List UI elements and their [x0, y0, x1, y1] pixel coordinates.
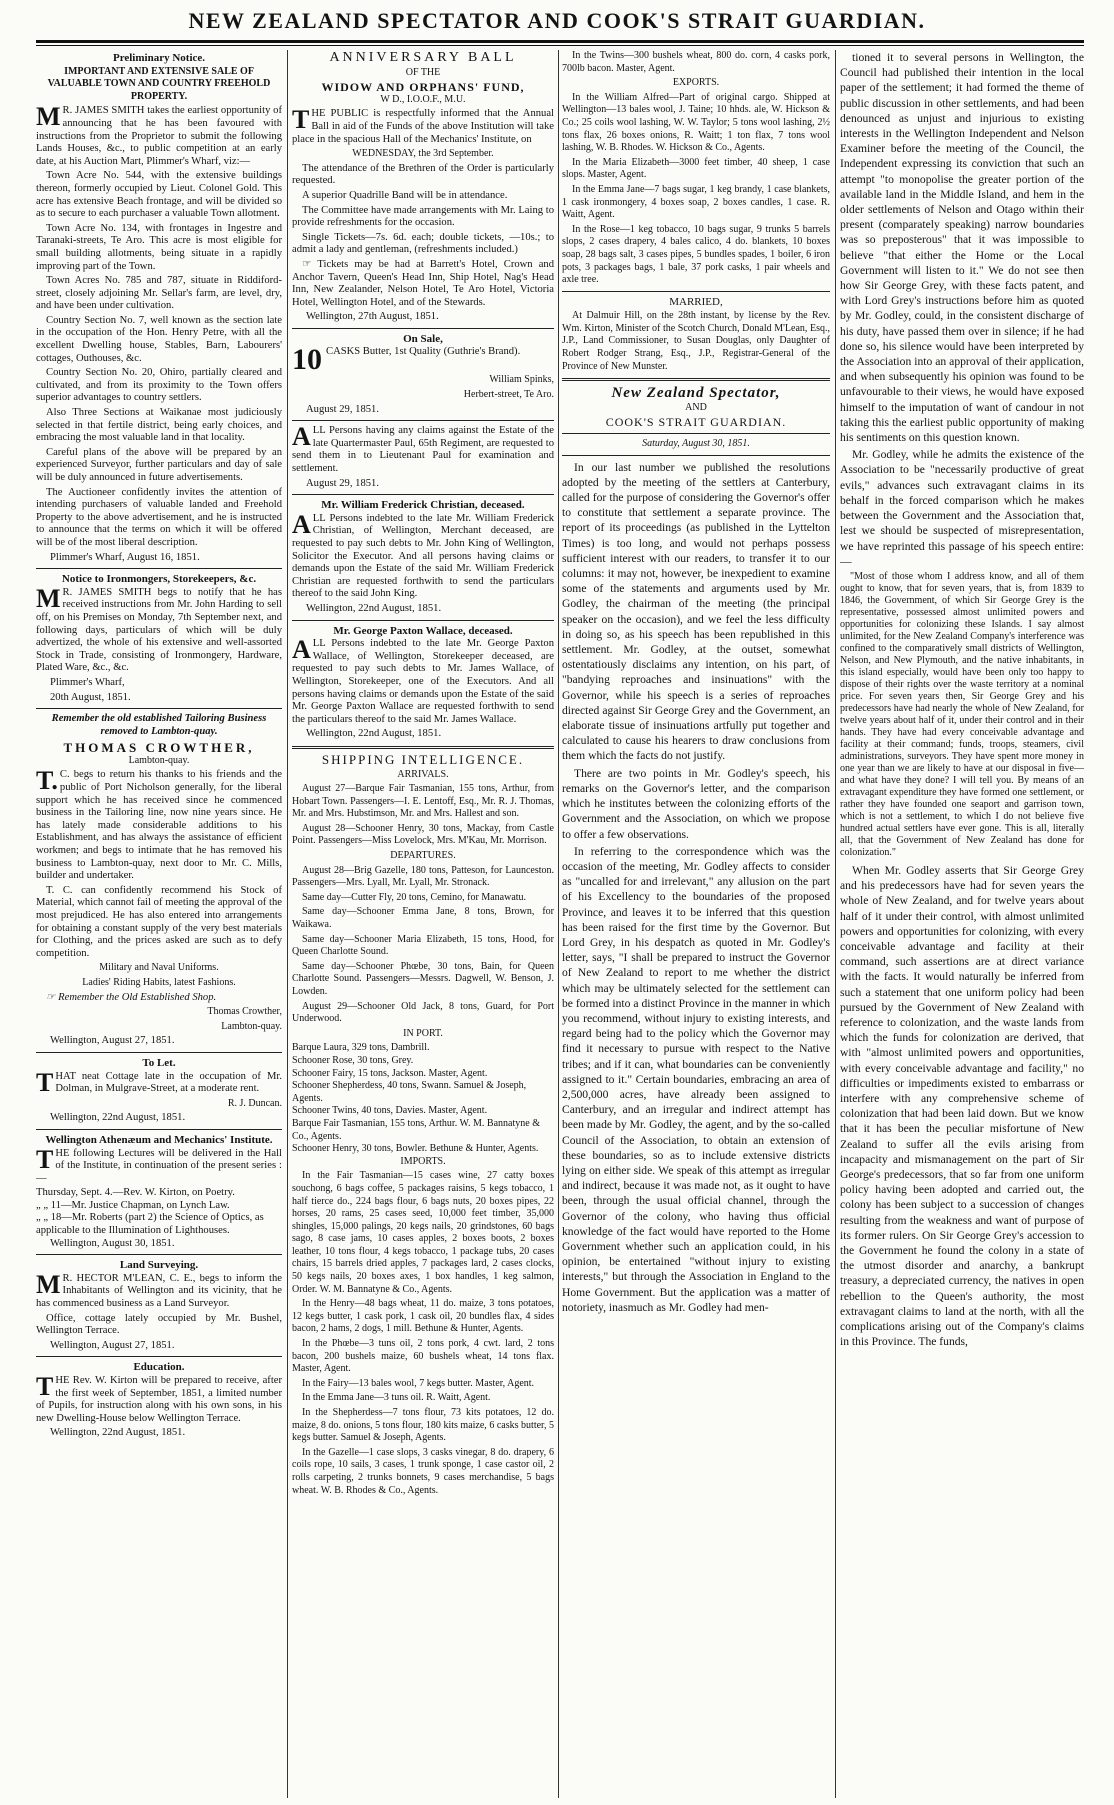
column-divider: [287, 50, 288, 1798]
athenaeum-date: Wellington, August 30, 1851.: [50, 1237, 175, 1249]
departure-item: Same day—Schooner Emma Jane, 8 tons, Brown, for Waikawa.: [292, 906, 554, 931]
lecture-item: „ „ 18—Mr. Roberts (part 2) the Science of Optics, as applicable to the Illumination of Lighthouses.: [36, 1212, 264, 1237]
crowther-paragraph: T. C. can confidently recommend his Stock of Material, which cannot fail of meeting the approval of the most prejudiced. He has also entered into arrangements for obtaining a constant supply of the very best materials for Clothing, and the prices asked are such as to defy competition.: [36, 884, 282, 959]
arrivals-list: [292, 783, 554, 848]
ball-advert: [292, 52, 554, 324]
ball-paragraph: THE PUBLIC is respectfully informed that the Annual Ball in aid of the Funds of the above Institution will take place in the spacious Hall of the Mechanics' Institute, on: [292, 105, 554, 145]
ball-paragraph: A superior Quadrille Band will be in attendance.: [302, 189, 508, 201]
surveying-paragraph: Office, cottage lately occupied by Mr. Bushel, Wellington Terrace.: [36, 1312, 282, 1337]
import-item: In the Fair Tasmanian—15 cases wine, 27 catty boxes souchong, 6 bags coffee, 5 packages raisins, 5 kegs tobacco, 1 half tierce do., 224 bags flour, 6 bags nuts, 20 boxes pipes, 22 horses, 20 rams, 25 cases seed, 10,000 feet timber, 35,000 shingles, 15,000 palings, 20 kegs nails, 20 grindstones, 60 bags sago, 8 case jams, 10 cases apples, 2 boxes boots, 2 boxes leather, 10 tons flour, 4 kegs tobacco, 1 package tubs, 20 cases chairs, 15 barrels dried apples, 7 packages lard, 2 cases clocks, 50 kegs nails, 20 boxes axes, 1 box handles, 1 keg salmon, Order. W. M. Bannatyne & Co., Agents.: [292, 1170, 554, 1295]
masthead: NEW ZEALAND SPECTATOR AND COOK'S STRAIT GUARDIAN.: [188, 8, 926, 33]
ball-paragraph: The Committee have made arrangements with Mr. Laing to provide refreshments for the occasion.: [292, 204, 554, 229]
divider: [562, 291, 830, 292]
import-item: In the Fairy—13 bales wool, 7 kegs butter. Master, Agent.: [302, 1377, 535, 1389]
ball-of: OF THE: [405, 66, 441, 78]
preliminary-notice: [36, 52, 282, 564]
in-port-item: Schooner Shepherdess, 40 tons, Swann. Samuel & Joseph, Agents.: [292, 1080, 527, 1104]
education-date: Wellington, 22nd August, 1851.: [50, 1427, 186, 1439]
editorial-guardian: COOK'S STRAIT GUARDIAN.: [605, 415, 787, 430]
divider: [36, 1254, 282, 1255]
arrivals-heading: ARRIVALS.: [397, 768, 449, 780]
column-1: [36, 50, 282, 1798]
masthead-rule-thin: [36, 45, 1084, 46]
ironmongers-date: 20th August, 1851.: [50, 691, 131, 703]
departures-list: [292, 865, 554, 1026]
arrival-item: August 28—Schooner Henry, 30 tons, Mackay, from Castle Point. Passengers—Miss Lovelock, Mrs. M'Kau, Mr. Morrison.: [292, 822, 554, 847]
notice-title: IMPORTANT AND EXTENSIVE SALE OF VALUABLE TOWN AND COUNTRY FREEHOLD PROPERTY.: [47, 65, 271, 102]
divider: [36, 1129, 282, 1130]
christian-heading: Mr. William Frederick Christian, deceased.: [321, 499, 525, 512]
editorial-and: AND: [685, 401, 707, 413]
ironmongers-notice: [36, 573, 282, 704]
divider: [36, 1356, 282, 1357]
in-port-list: [292, 1042, 554, 1155]
divider: [292, 494, 554, 495]
to-let-advert: [36, 1057, 282, 1125]
editorial-continued: [840, 50, 1084, 569]
quartermaster-paragraph: ALL Persons having any claims against the Estate of the late Quartermaster Paul, 65th Regiment, are requested to send them in to Lieutenant Paul for examination and settlement.: [292, 422, 554, 475]
imports-list: [292, 1170, 554, 1497]
import-item: In the Phœbe—3 tuns oil, 2 tons pork, 4 cwt. lard, 2 tons bacon, 200 bushels maize, 60 bushels wheat, 14 tons flax. Master, Agent.: [292, 1338, 554, 1375]
export-item: In the Rose—1 keg tobacco, 10 bags sugar, 9 trunks 5 barrels slops, 2 cases drapery, 4 bales calico, 4 do. blankets, 10 boxes soap, 28 bags salt, 3 cases pipes, 5 bundles spades, 1 boiler, 6 iron pots, 3 packages bags, 1 bale, 37 pork casks, 1 pair wheels and axle tree.: [562, 223, 830, 286]
ironmongers-signature: Plimmer's Wharf,: [50, 676, 125, 688]
import-item: In the Shepherdess—7 tons flour, 73 kits potatoes, 12 do. maize, 8 do. onions, 5 tons flour, 180 kits maize, 6 casks butter, 5 kegs butter. Samuel & Joseph, Agents.: [292, 1407, 554, 1444]
editorial-paragraph: There are two points in Mr. Godley's speech, his remarks on the Governor's letter, and the comparison which he institutes between the colonizing efforts of the Government and the Association, on which we propose to offer a few observations.: [562, 766, 830, 841]
divider: [36, 708, 282, 709]
divider: [562, 378, 830, 381]
masthead-rule: [36, 40, 1084, 43]
in-port-heading: IN PORT.: [403, 1027, 443, 1039]
divider: [36, 568, 282, 569]
divider: [292, 746, 554, 749]
crowther-place: Lambton-quay.: [128, 754, 190, 766]
on-sale-date: August 29, 1851.: [306, 403, 379, 415]
departure-item: Same day—Schooner Maria Elizabeth, 15 tons, Hood, for Queen Charlotte Sound.: [292, 933, 554, 958]
pointing-hand-icon: ☞: [46, 991, 59, 1003]
shipping-intelligence: [292, 751, 554, 1497]
ironmongers-heading: Notice to Ironmongers, Storekeepers, &c.: [61, 573, 257, 586]
lecture-item: „ „ 11—Mr. Justice Chapman, on Lynch Law.: [36, 1199, 230, 1211]
wallace-date: Wellington, 22nd August, 1851.: [306, 728, 442, 740]
christian-notice: [292, 499, 554, 615]
divider: [36, 1052, 282, 1053]
education-heading: Education.: [133, 1361, 185, 1374]
crowther-tagline: Remember the old established Tailoring Business removed to Lambton-quay.: [51, 713, 267, 737]
crowther-date: Wellington, August 27, 1851.: [50, 1035, 175, 1047]
notice-signature: Plimmer's Wharf, August 16, 1851.: [50, 551, 200, 563]
departure-item: Same day—Cutter Fly, 20 tons, Cemino, for Manawatu.: [302, 891, 527, 903]
editorial-paragraph: When Mr. Godley asserts that Sir George Grey and his predecessors have had for seven years the whole of New Zealand, and for twelve years about half of it under their control, with almost unlimited powers and opportunities for colonizing, with every conceivable advantage and facility at their command, such assertions are at direct variance with the facts. It would naturally be inferred from such a statement that one uniform policy had been pursued by the Government of New Zealand with reference to colonization, and the waste lands from which the funds for colonization are derived, that with "almost unlimited powers and opportunities, with every conceivable advantage and facility," no difficulties or impediments existed to embarrass or interfere with any comprehensive scheme of colonization that had been laid down. But we know that it has been the peculiar misfortune of New Zealand to suffer all the evils arising from incapacity and mismanagement on the part of Sir George's predecessors, that so far from one uniform policy having been adopted and carried out, the colony has been subject to a succession of changes resulting from the weakness and want of purpose of its former rulers. On Sir George Grey's accession to the Government he found the colony in a state of the utmost disorder and anarchy, a bankrupt treasury, a depreciated currency, the natives in open rebellion to the Queen's authority, the most extravagant claims to land at the north, with all the complications arising out of the Company's claims in this Province. The funds,: [840, 863, 1084, 1349]
import-item: In the Henry—48 bags wheat, 11 do. maize, 3 tons potatoes, 12 kegs butter, 1 cask pork, 1 cask oil, 20 bundles flax, 4 sides bacon, 2 hams, 2 dogs, 1 mill. Bethune & Hunter, Agents.: [292, 1298, 554, 1335]
on-sale-quantity: 10: [292, 343, 322, 377]
import-item: In the Gazelle—1 case slops, 3 casks vinegar, 8 do. drapery, 6 coils rope, 10 sails, 3 cases, 1 trunk sponge, 1 case castor oil, 2 rolls carpeting, 2 trunks bonnets, 9 cases merchandise, 5 bags wheat. W. B. Rhodes & Co., Agents.: [292, 1446, 554, 1496]
notice-paragraph: The Auctioneer confidently invites the attention of intending purchasers of valuable landed and Freehold Property to the above advertisement, and he is instructed to announce that the terms on which it will be offered will be of the most liberal description.: [36, 486, 282, 548]
to-let-paragraph: THAT neat Cottage late in the occupation of Mr. Dolman, in Mulgrave-Street, at a moderate rent.: [36, 1067, 282, 1097]
divider: [292, 620, 554, 621]
notice-heading: Preliminary Notice.: [112, 52, 206, 64]
crowther-habits: Ladies' Riding Habits, latest Fashions.: [82, 976, 236, 988]
on-sale-address: Herbert-street, Te Aro.: [463, 389, 554, 401]
column-2: [292, 50, 554, 1798]
quartermaster-notice: [292, 422, 554, 490]
column-4: [840, 50, 1084, 1798]
divider: [292, 328, 554, 329]
export-item: In the William Alfred—Part of original cargo. Shipped at Wellington—13 bales wool, J. Taine; 10 hhds. ale, W. Hickson & Co.; 25 coils wool lashing, W. W. Taylor; 5 tons wool lashing, 2½ tons flax, 26 boxes onions, R. Waitt; 1 ton flax, 7 tons wool lashing, W. B. Rhodes. W. Hickson & Co., Agents.: [562, 91, 830, 154]
ball-paragraph: Single Tickets—7s. 6d. each; double tickets, —10s.; to admit a lady and gentleman, (refreshments included.): [292, 231, 554, 256]
wallace-heading: Mr. George Paxton Wallace, deceased.: [333, 624, 513, 637]
in-port-item: Schooner Rose, 30 tons, Grey.: [292, 1054, 414, 1066]
on-sale-paragraph: 10 CASKS Butter, 1st Quality (Guthrie's Brand).: [292, 343, 521, 377]
surveying-advert: [36, 1259, 282, 1352]
notice-paragraph: Also Three Sections at Waikanae most judiciously selected in that fertile district, being early choices, and embracing the most valuable land in that locality.: [36, 407, 282, 444]
notice-paragraph: Country Section No. 20, Ohiro, partially cleared and cultivated, and from its proximity to the Town offers superior advantages to country settlers.: [36, 367, 282, 404]
crowther-signature: Thomas Crowther,: [207, 1006, 282, 1018]
wallace-notice: [292, 625, 554, 741]
divider: [562, 433, 830, 434]
departure-item: August 29—Schooner Old Jack, 8 tons, Guard, for Port Underwood.: [292, 1000, 554, 1025]
in-port-item: Schooner Fairy, 15 tons, Jackson. Master, Agent.: [292, 1067, 488, 1079]
athenaeum-notice: [36, 1134, 282, 1250]
divider: [292, 420, 554, 421]
surveying-date: Wellington, August 27, 1851.: [50, 1339, 175, 1351]
surveying-paragraph: MR. HECTOR M'LEAN, C. E., begs to inform the Inhabitants of Wellington and its vicinity, that he has commenced business as a Land Surveyor.: [36, 1269, 282, 1310]
crowther-advert: [36, 713, 282, 1048]
editorial-paragraph: Mr. Godley, while he admits the existence of the Association to be "necessarily productive of great evils," advances such extravagant claims in its behalf in the forced comparison which he makes between the Government and the Association that, lest we should be suspected of misrepresentation, we have reprinted this passage of his speech entire:—: [840, 448, 1084, 568]
ball-fund: WIDOW AND ORPHANS' FUND,: [321, 80, 525, 95]
on-sale-advert: [292, 333, 554, 416]
christian-paragraph: ALL Persons indebted to the late Mr. William Frederick Christian, of Wellington, Merchant deceased, are requested to pay such debts to Mr. John King of Wellington, Solicitor the Executor. And all persons having claims or demands upon the Estate of the said Mr. William Frederick Christian are requested forthwith to send the particulars thereof to the said John King.: [292, 509, 554, 600]
column-divider: [835, 50, 836, 1798]
notice-paragraph: Town Acre No. 134, with frontages in Ingestre and Taranaki-streets, Te Aro. This acre is most eligible for small building allotments, being situate in a rapidly improving part of the Town.: [36, 222, 282, 272]
lecture-item: Thursday, Sept. 4.—Rev. W. Kirton, on Poetry.: [36, 1187, 235, 1199]
departures-heading: DEPARTURES.: [390, 850, 456, 862]
notice-paragraph: Town Acre No. 544, with the extensive buildings thereon, formerly occupied by Lieut. Colonel Gold. This acre has extensive Beach frontage, and will be divided so as to secure to each purchaser a valuable Town allotment.: [36, 170, 282, 220]
editorial-quote: "Most of those whom I address know, and all of them ought to know, that for seven years, that is, from 1839 to 1846, the Government, of which Sir George Grey is the representative, possessed almost unlimited powers and opportunities for colonizing these Islands. I say almost unlimited, for the New Zealand Company's interference was confined to the comparatively small districts of Wellington, Nelson, and New Plymouth, and the native inhabitants, in this island especially, would have been only too happy to dispose of their rights over the waste territory at a nominal price. For seven years then, Sir George Grey and his predecessors have had nearly the whole of New Zealand, for twelve years about half of it, under their control and in their hands. They have had every conceivable advantage and facility at their command; funds, troops, steamers, civil administrations, surveyors. They have spent more money in one year than we are likely to have at our disposal in five—and what have they done? I will tell you. By means of an extravagant expenditure they have formed one settlement, or rather they have founded one seaport and garrison town, which is not a settlement, to which I do not believe five hundred actual settlers have ever gone. This is all, literally all, that the Government of New Zealand has done for colonization.": [840, 570, 1084, 858]
crowther-signature-place: Lambton-quay.: [221, 1020, 282, 1032]
editorial-paragraph: In referring to the correspondence which was the occasion of the meeting, Mr. Godley affects to consider as "uncalled for and irrelevant," any allusion on the part of his Excellency to the boundaries of the proposed Province, and leaves it to be inferred that this question has been raised for the first time by the Governor. But Lord Grey, in his despatch as quoted in Mr. Godley's letter, says, "I shall be prepared to instruct the Governor of New Zealand to report to me whether the district which may be ultimately selected for the settlement can be formed into a distinct Province in the manner in which you recommend, without injury to existing interests, and regard being had to the policy which the Governor may find it necessary to pursue with respect to the Native tribes; and if it can, what boundaries can be conveniently assigned to it." Certain boundaries, embracing an area of 2,500,000 acres, have already been assigned to Canterbury, and an irregular and indirect attempt has been made by Mr. Godley, the agent, and by the so-called Council of the Association, to obtain an extension of these boundaries, so as to include extensive districts lying on either side. We speak of this attempt as irregular and indirect, because it was made not, as it ought to have been, through the usual official channel, through the Governor of the colony, who having thus official knowledge of the fact would have reported to the Home Government whether such an application could, in his opinion, be entertained "without injury to existing interests," but through the Association in England to the Home Government. But the application was a matter of notoriety, inasmuch as Mr. Godley had men-: [562, 844, 830, 1314]
imports-heading: IMPORTS.: [400, 1155, 446, 1167]
married-paragraph: At Dalmuir Hill, on the 28th instant, by license by the Rev. Wm. Kirton, Minister of the Scotch Church, Donald M'Lean, Esq., J.P., Land Commissioner, to Susan Douglas, only Daughter of Robert Rodger Strang, Esq., J.P., Registrar-General of the Province of New Munster.: [562, 310, 830, 372]
shipping-continued: [562, 50, 830, 287]
married-notice: [562, 296, 830, 374]
editorial-continued: [840, 863, 1084, 1350]
crowther-paragraph: T.C. begs to return his thanks to his friends and the public of Port Nicholson generally, for the liberal support which he has received since he commenced business in the Tailoring line, now nine years since. He has lately made considerable additions to his Establishment, and has always the assistance of efficient workmen; and begs to intimate that he has removed his business to Lambton-quay, next door to Mr. C. Mills, builder and undertaker.: [36, 766, 282, 882]
import-item: In the Twins—300 bushels wheat, 800 do. corn, 4 casks pork, 700lb bacon. Master, Agent.: [562, 50, 830, 74]
to-let-date: Wellington, 22nd August, 1851.: [50, 1112, 186, 1124]
pointing-hand-icon: ☞: [302, 258, 318, 270]
to-let-heading: To Let.: [142, 1056, 176, 1069]
in-port-item: Schooner Twins, 40 tons, Davies. Master, Agent.: [292, 1105, 488, 1117]
ball-banner: ANNIVERSARY BALL: [329, 50, 517, 65]
editorial-dateline: Saturday, August 30, 1851.: [642, 438, 750, 450]
quartermaster-date: August 29, 1851.: [306, 477, 379, 489]
column-divider: [558, 50, 559, 1798]
editorial-paragraph: In our last number we published the resolutions adopted by the meeting of the settlers at Canterbury, called for the purpose of considering the Governor's offer to constitute that settlement a separate province. The report of its proceedings (as published in the Lyttelton Times) is too long, and would not perhaps possess sufficient interest with our readers, to transfer it to our columns: it may not, however, be inexpedient to examine some of the statements and arguments used by Mr. Godley, the chairman of the meeting (the principal speaker on the occasion), and we feel the less difficulty in doing so, as his speech has been republished in this settlement. Mr. Godley, at the outset, somewhat ostentatiously disclaims any intention, on his part, of "bandying reproaches and insinuations" with the Governor, while his speech is a series of reproaches directed against Sir George Grey and the Government, an elaborate tissue of insinuations artfully put together and calculated to cause his hearers to draw conclusions from them which the facts do not justify.: [562, 460, 830, 763]
arrival-item: August 27—Barque Fair Tasmanian, 155 tons, Arthur, from Hobart Town. Passengers—I. E. Lentoff, Esq., Mr. R. J. Thomas, Mr. and Mrs. Hubstimson, Mr. and Mrs. Hallest and son.: [292, 783, 554, 820]
editorial-paper-title: New Zealand Spectator,: [611, 385, 781, 402]
in-port-item: Barque Fair Tasmanian, 155 tons, Arthur. W. M. Bannatyne & Co., Agents.: [292, 1117, 540, 1142]
divider: [562, 455, 830, 456]
notice-paragraph: Careful plans of the above will be prepared by an experienced Surveyor, further particulars and day of sale will be duly announced in future advertisements.: [36, 446, 282, 483]
surveying-heading: Land Surveying.: [119, 1259, 199, 1272]
exports-heading: EXPORTS.: [672, 77, 720, 89]
notice-paragraph: Town Acres No. 785 and 787, situate in Riddiford-street, closely adjoining Mr. Sellar's farm, are level, dry, and have been under cultivation.: [36, 275, 282, 312]
education-advert: [36, 1361, 282, 1440]
crowther-remember: ☞ Remember the Old Established Shop.: [46, 991, 217, 1003]
ball-day: WEDNESDAY, the 3rd September.: [352, 148, 494, 160]
departure-item: August 28—Brig Gazelle, 180 tons, Patteson, for Launceston. Passengers—Mrs. Lyall, Mr. Lyall, Mr. Stronack.: [292, 864, 554, 889]
notice-paragraph: MR. JAMES SMITH takes the earliest opportunity of announcing that he has been favoured with instructions from the Proprietor to submit the following Lands Houses, &c., to public competition at an early date, at his Auction Mart, Plimmer's Wharf, viz:—: [36, 102, 282, 167]
editorial-body: [562, 460, 830, 1315]
ball-order: W D., I.O.O.F., M.U.: [380, 93, 466, 105]
in-port-item: Schooner Henry, 30 tons, Bowler. Bethune & Hunter, Agents.: [292, 1143, 539, 1155]
notice-paragraph: Country Section No. 7, well known as the section late in the occupation of the Hon. Henry Petre, with all the excellent Dwelling house, Stables, Barn, Labourers' cottages, Outhouses, &c.: [36, 314, 282, 364]
import-item: In the Emma Jane—3 tuns oil. R. Waitt, Agent.: [302, 1392, 491, 1404]
exports-list: [562, 92, 830, 287]
crowther-name: THOMAS CROWTHER,: [63, 740, 255, 756]
athenaeum-heading: Wellington Athenæum and Mechanics' Institute.: [45, 1133, 273, 1146]
on-sale-heading: On Sale,: [403, 332, 443, 345]
on-sale-signature: William Spinks,: [489, 374, 554, 386]
christian-date: Wellington, 22nd August, 1851.: [306, 602, 442, 614]
to-let-signature: R. J. Duncan.: [227, 1097, 282, 1109]
column-3: [562, 50, 830, 1798]
married-heading: MARRIED,: [669, 295, 723, 308]
crowther-uniforms: Military and Naval Uniforms.: [99, 962, 219, 974]
ironmongers-paragraph: MR. JAMES SMITH begs to notify that he has received instructions from Mr. John Harding to sell off, on his Premises on Monday, 7th September next, and following days, particulars of which will be duly advertized, the whole of his extensive and well-assorted Stock in Trade, consisting of Ironmongery, Hardware, Plated Ware, &c., &c.: [36, 583, 282, 674]
departure-item: Same day—Schooner Phœbe, 30 tons, Bain, for Queen Charlotte Sound. Passengers—Messrs. Dagwell, W. Benson, J. Lowden.: [292, 960, 554, 997]
ball-paragraph: ☞ Tickets may be had at Barrett's Hotel, Crown and Anchor Tavern, Queen's Head Inn, Ship Hotel, Nag's Head Inn, New Zealander, Nelson Hotel, Te Aro Hotel, Victoria Hotel, Wellington Hotel, and of the Stewards.: [292, 258, 554, 308]
export-item: In the Maria Elizabeth—3000 feet timber, 40 sheep, 1 case slops. Master, Agent.: [562, 156, 830, 181]
education-paragraph: THE Rev. W. Kirton will be prepared to receive, after the first week of September, 1851, a limited number of Pupils, for instruction along with his own sons, in his new Dwelling-House below Wellington Terrace.: [36, 1372, 282, 1424]
in-port-item: Barque Laura, 329 tons, Dambrill.: [292, 1042, 430, 1054]
shipping-heading: SHIPPING INTELLIGENCE.: [321, 751, 525, 767]
athenaeum-paragraph: THE following Lectures will be delivered in the Hall of the Institute, in continuation of the present series :—: [36, 1144, 282, 1184]
export-item: In the Emma Jane—7 bags sugar, 1 keg brandy, 1 case blankets, 1 cask ironmongery, 4 boxes soap, 2 boxes candles, 1 case. R. Waitt, Agent.: [562, 183, 830, 221]
ball-paragraph: The attendance of the Brethren of the Order is particularly requested.: [292, 162, 554, 187]
wallace-paragraph: ALL Persons indebted to the late Mr. George Paxton Wallace, of Wellington, Storekeeper deceased, are requested to pay such debts to Mr. James Wallace, of Wellington, Storekeeper, one of the Executors. And all persons having claims or demands upon the Estate of the said Mr. George Paxton Wallace are requested forthwith to send the particulars thereof to the said Mr. James Wallace.: [292, 635, 554, 725]
ball-date: Wellington, 27th August, 1851.: [306, 311, 439, 323]
editorial-paragraph: tioned it to several persons in Wellington, the Council had published their intention in the local paper of the settlement; it had formed the theme of public discussion in other settlements, and had been denounced as unjust and injurious to existing interests in the Wellington Independent and Nelson Examiner before the meeting of the Council, the Independent expressing its conviction that such an attempt "to monopolise the greater portion of the available land in the Middle Island, and hem in the older settlements of Nelson and Otago within their present (comparately speaking) narrow boundaries was so preposterous" that it was impossible to believe "that either the Home or the Local Government will listen to it." We do not see then how Sir George Grey, with these facts patent, and with Lord Grey's instructions before him as quoted by Mr. Godley, could, in the consistent discharge of his duty, have passed them over in silence; if he had done so, his silence would have been interpreted by the Association into an approval of their application, and when subsequently his opinion was found to be unfavourable to their views, he would have exposed himself to the imputation of want of candour in not taking this the earliest public opportunity of making his sentiments on this question known.: [840, 51, 1084, 445]
